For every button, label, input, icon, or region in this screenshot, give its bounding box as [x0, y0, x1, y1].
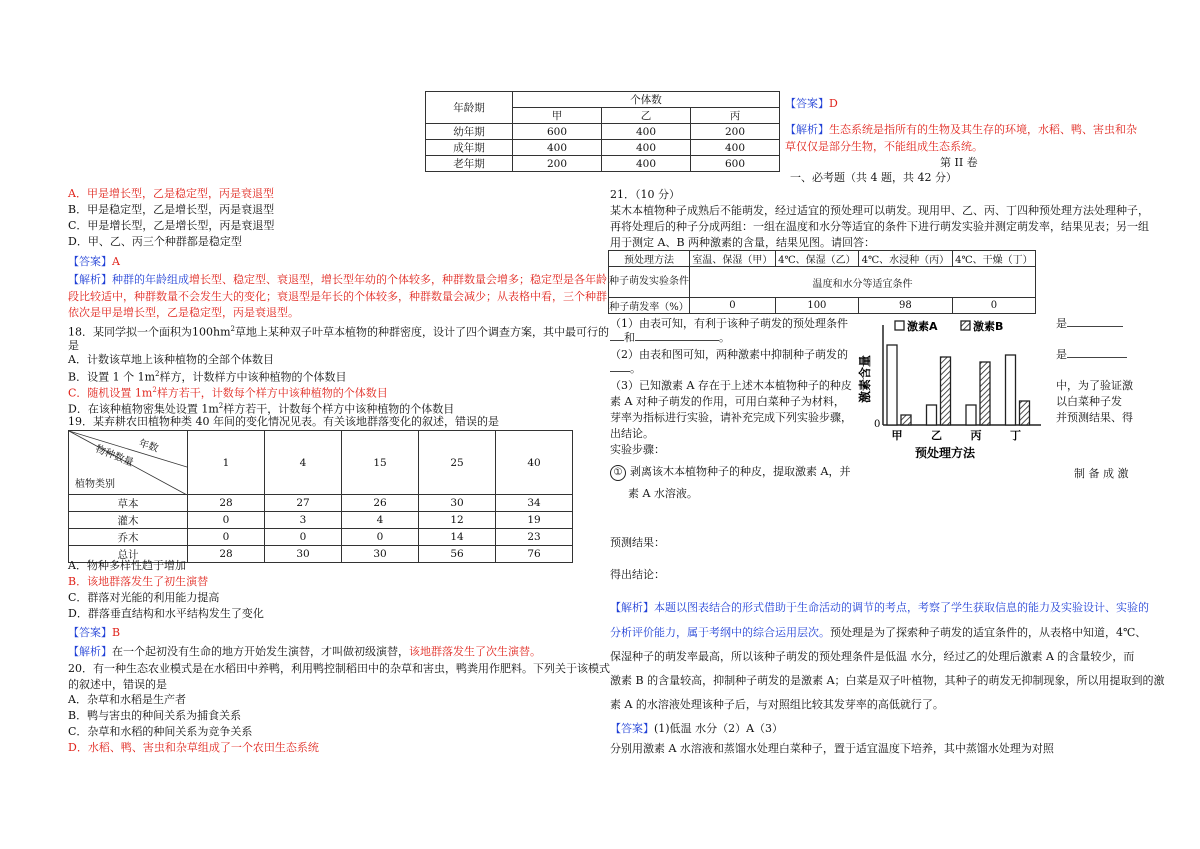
table-header: 4℃、保湿（乙） [775, 251, 858, 267]
q18-stem-end: 是 [68, 339, 79, 352]
table-cell: 34 [496, 495, 573, 512]
table-cell: 23 [496, 529, 573, 546]
q21-para: 用于测定 A、B 两种激素的含量，结果见图。请回答： [610, 236, 876, 249]
table-cell: 14 [419, 529, 496, 546]
table-cell: 27 [265, 495, 342, 512]
q20-stem: 20．有一种生态农业模式是在水稻田中养鸭，利用鸭控制稻田中的杂草和害虫，鸭粪用作肥料。下列关于该模式 [68, 662, 610, 675]
q18-option-c: C．随机设置 $1m^2$样方若干，计数每个样方中该种植物的个体数目 [68, 386, 388, 400]
table-cell: 种子萌发实验条件 [609, 267, 690, 298]
table-header: 室温、保湿（甲） [690, 251, 776, 267]
table-cell: 种子萌发率（%） [609, 298, 690, 314]
q20-answer: 【答案】D [785, 97, 838, 110]
bar-hormone-b-2 [980, 362, 990, 425]
q17-option-b: B．甲是稳定型，乙是增长型，丙是衰退型 [68, 203, 275, 216]
bar-hormone-b-1 [941, 357, 951, 425]
q21-para: 再将处理后的种子分成两组：一组在温度和水分等适宜的条件下进行萌发实验并测定萌发率，结果见表；另一组 [610, 220, 1149, 233]
table-cell: 0 [188, 512, 265, 529]
table-cell: 30 [265, 546, 342, 563]
q18-stem: 18．某同学拟一个面积为$100hm^2$草地上某种双子叶草本植物的种群密度，设计了四个调查方案，其中最可行的 [68, 325, 609, 339]
q21-explanation-line: 分析评价能力，属于考纲中的综合运用层次。预处理是为了探索种子萌发的适宜条件的，从表格中知道，4℃、 [610, 626, 1147, 639]
q20-stem-end: 的叙述中，错误的是 [68, 678, 167, 691]
x-axis-label: 预处理方法 [915, 446, 976, 460]
q21-step1: ① 剥离该木本植物种子的种皮，提取激素 A，并 [610, 464, 850, 481]
table-row [69, 512, 573, 529]
y-axis-zero-label: 0 [874, 419, 881, 430]
bar-hormone-a-3 [1006, 355, 1016, 425]
q18-option-b: B．设置 1 个 $1m^2$样方，计数样方中该种植物的个体数目 [68, 370, 347, 384]
table-cell: 200 [691, 124, 780, 140]
q20-option-a: A．杂草和水稻是生产者 [68, 693, 186, 706]
section-subtitle: 一、必考题（共 4 题，共 42 分） [790, 171, 957, 184]
legend-label-a: 激素A [907, 320, 938, 333]
table-cell: 400 [602, 140, 691, 156]
table-cell: 幼年期 [426, 124, 513, 140]
q21-explanation-line: 素 A 的水溶液处理该种子后，与对照组比较其发芽率的高低就行了。 [610, 698, 944, 711]
table-cell: 乔木 [69, 529, 188, 546]
table-cell: 600 [691, 156, 780, 172]
section-title: 第 II 卷 [940, 156, 978, 169]
q21-explanation-line: 激素 B 的含量较高，抑制种子萌发的是激素 A；白菜是双子叶植物，其种子的萌发无抑制现象，所以用提取到的激 [610, 674, 1165, 687]
q20-option-b: B．鸭与害虫的种间关系为捕食关系 [68, 709, 242, 722]
succession-table [68, 430, 573, 563]
x-tick-label: 丙 [970, 429, 982, 442]
q19-option-a: A．物种多样性趋于增加 [68, 559, 186, 572]
col-header: 丙 [691, 108, 780, 124]
corner-count-label: 物种数量 [93, 443, 135, 469]
table-cell: 400 [513, 140, 602, 156]
table-cell: 0 [952, 298, 1035, 314]
table-cell: 600 [513, 124, 602, 140]
q17-option-d: D．甲、乙、丙三个种群都是稳定型 [68, 235, 242, 248]
q21-sub3-f: 并预测结果、得 [1056, 411, 1133, 424]
table-row [69, 529, 573, 546]
q19-option-b: B．该地群落发生了初生演替 [68, 575, 209, 588]
table-cell: 12 [419, 512, 496, 529]
table-cell: 28 [188, 546, 265, 563]
table-cell: 400 [602, 124, 691, 140]
q21-answer: 【答案】(1)低温 水分（2）A（3） [610, 722, 784, 735]
q21-answer-line: 分别用激素 A 水溶液和蒸馏水处理白菜种子，置于适宜温度下培养，其中蒸馏水处理为对照 [610, 742, 1054, 755]
hormone-bar-chart [855, 313, 1050, 463]
table-row [69, 495, 573, 512]
q19-explanation: 【解析】在一个起初没有生命的地方开始发生演替，才叫做初级演替，该地群落发生了次生演替。 [68, 645, 541, 658]
table-cell: 总计 [69, 546, 188, 563]
q19-option-d: D．群落垂直结构和水平结构发生了变化 [68, 607, 264, 620]
q21-step1-c: 素 A 水溶液。 [628, 487, 698, 500]
table-cell: 灌木 [69, 512, 188, 529]
q21-predict-label: 预测结果： [610, 536, 665, 549]
q21-para: 某木本植物种子成熟后不能萌发，经过适宜的预处理可以萌发。现用甲、乙、丙、丁四种预处理方法处理种子， [610, 204, 1149, 217]
table-cell: 19 [496, 512, 573, 529]
q20-explanation: 【解析】生态系统是指所有的生物及其生存的环境，水稻、鸭、害虫和杂 [785, 123, 1137, 136]
table-header: 4℃、干燥（丁） [952, 251, 1035, 267]
q17-explanation: 【解析】种群的年龄组成增长型、稳定型、衰退型，增长型年幼的个体较多，种群数量会增多；稳定型是各年龄 [68, 273, 607, 286]
year-header: 40 [496, 431, 573, 495]
legend-swatch-b [961, 321, 970, 330]
table-cell: 56 [419, 546, 496, 563]
table-cell: 3 [265, 512, 342, 529]
table-cell: 0 [188, 529, 265, 546]
table-cell: 老年期 [426, 156, 513, 172]
y-axis-label: 激素含量 [858, 354, 872, 403]
table-cell: 30 [342, 546, 419, 563]
table-cell: 28 [188, 495, 265, 512]
age-header: 年龄期 [426, 92, 513, 124]
table-cell: 0 [690, 298, 776, 314]
legend-label-b: 激素B [973, 320, 1004, 333]
q17-option-c: C．甲是增长型，乙是增长型，丙是衰退型 [68, 219, 275, 232]
count-header: 个体数 [513, 92, 780, 108]
q21-sub2-cont: 。 [610, 361, 641, 376]
table-cell: 草本 [69, 495, 188, 512]
year-header: 15 [342, 431, 419, 495]
q20-option-d: D．水稻、鸭、害虫和杂草组成了一个农田生态系统 [68, 741, 319, 754]
bar-hormone-a-0 [887, 345, 897, 425]
bar-hormone-b-3 [1020, 401, 1030, 425]
year-header: 1 [188, 431, 265, 495]
q21-step1-b: 制 备 成 激 [1074, 467, 1129, 480]
table-cell: 4 [342, 512, 419, 529]
q21-sub2: （2）由表和图可知，两种激素中抑制种子萌发的 [610, 348, 848, 361]
q21-sub2-end: 是 [1056, 347, 1127, 362]
q19-stem: 19．某弃耕农田植物种类 40 年间的变化情况见表。有关该地群落变化的叙述，错误的是 [68, 415, 499, 428]
q21-explanation-line: 保湿种子的萌发率最高，所以该种子萌发的预处理条件是低温 水分，经过乙的处理后激素 A 的含量较少，而 [610, 650, 1135, 663]
q17-option-a: A．甲是增长型，乙是稳定型，丙是衰退型 [68, 187, 274, 200]
q21-sub3-e: 芽率为指标进行实验，请补充完成下列实验步骤， [610, 411, 852, 424]
table-cell: 30 [419, 495, 496, 512]
table-cell: 0 [265, 529, 342, 546]
q19-answer: 【答案】B [68, 626, 121, 639]
q21-sub3-c: 素 A 对种子萌发的作用，可用白菜种子为材料， [610, 395, 845, 408]
q18-option-a: A．计数该草地上该种植物的全部个体数目 [68, 353, 274, 366]
table-header: 预处理方法 [609, 251, 690, 267]
legend-swatch-a [895, 321, 904, 330]
q18-option-d: D．在该种植物密集处设置 $1m^2$样方若干，计数每个样方中该种植物的个体数目 [68, 402, 455, 416]
x-tick-label: 丁 [1010, 429, 1021, 442]
table-row [426, 140, 780, 156]
col-header: 乙 [602, 108, 691, 124]
q21-sub1: （1）由表可知，有利于该种子萌发的预处理条件 [610, 317, 848, 330]
table-cell: 76 [496, 546, 573, 563]
q21-number: 21．（10 分） [610, 188, 680, 201]
q21-sub1-cont: 和 。 [610, 330, 730, 345]
x-tick-label: 甲 [891, 429, 903, 442]
table-corner-cell [69, 431, 188, 495]
q17-answer: 【答案】A [68, 255, 120, 268]
col-header: 甲 [513, 108, 602, 124]
q21-conclude-label: 得出结论： [610, 568, 665, 581]
corner-year-label: 年数 [137, 438, 160, 455]
q21-explanation: 【解析】本题以图表结合的形式借助于生命活动的调节的考点，考察了学生获取信息的能力及实验设计、实验的 [610, 601, 1149, 614]
bar-hormone-a-1 [927, 405, 937, 425]
q21-sub3: （3）已知激素 A 存在于上述木本植物种子的种皮 [610, 379, 852, 392]
q21-steps-label: 实验步骤： [610, 443, 665, 456]
year-header: 4 [265, 431, 342, 495]
bar-hormone-a-2 [966, 405, 976, 425]
table-cell: 98 [858, 298, 952, 314]
chart-legend [895, 319, 1003, 333]
table-row [426, 156, 780, 172]
q17-explanation-line: 依次是甲是增长型，乙是稳定型，丙是衰退型。 [68, 306, 299, 319]
table-cell: 200 [513, 156, 602, 172]
q21-sub1-end: 是 [1056, 316, 1123, 331]
table-cell: 400 [602, 156, 691, 172]
table-row [426, 124, 780, 140]
germination-table [608, 250, 1036, 314]
q19-option-c: C．群落对光能的利用能力提高 [68, 591, 220, 604]
x-tick-label: 乙 [931, 429, 942, 442]
table-cell: 26 [342, 495, 419, 512]
table-header: 4℃、水浸种（丙） [858, 251, 952, 267]
bar-hormone-b-0 [901, 415, 911, 425]
table-cell: 0 [342, 529, 419, 546]
q21-sub3-g: 出结论。 [610, 427, 654, 440]
table-cell: 温度和水分等适宜条件 [690, 267, 1036, 298]
table-cell: 400 [691, 140, 780, 156]
year-header: 25 [419, 431, 496, 495]
q21-sub3-b: 中，为了验证激 [1056, 379, 1133, 392]
table-cell: 成年期 [426, 140, 513, 156]
q17-explanation-line: 段比较适中，种群数量不会发生大的变化；衰退型是年长的个体较多，种群数量会减少；从表格中看，三个种群 [68, 290, 607, 303]
age-structure-table [425, 91, 780, 172]
q20-option-c: C．杂草和水稻的种间关系为竞争关系 [68, 725, 253, 738]
q21-sub3-d: 以白菜种子发 [1056, 395, 1122, 408]
table-cell: 100 [775, 298, 858, 314]
corner-type-label: 植物类别 [75, 479, 115, 490]
q20-explanation-line: 草仅仅是部分生物，不能组成生态系统。 [785, 140, 983, 153]
